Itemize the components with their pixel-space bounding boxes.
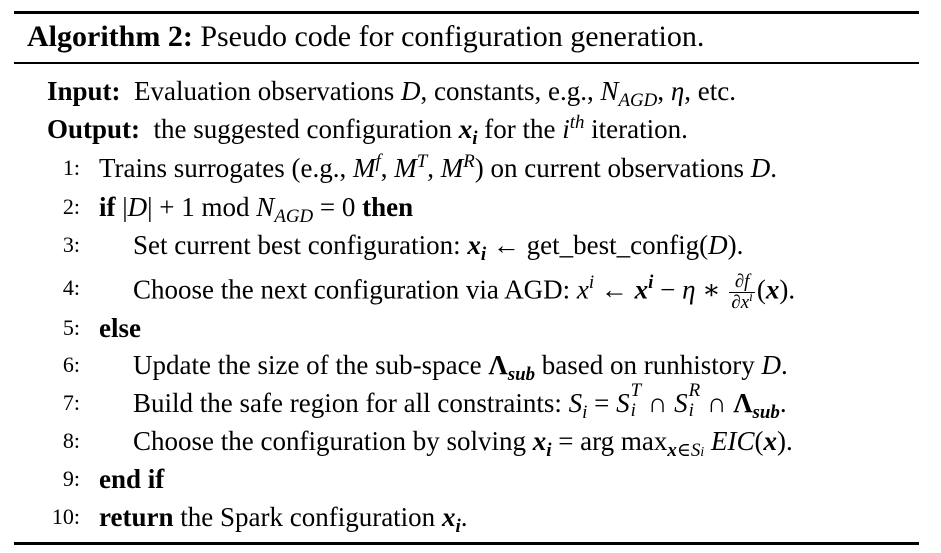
line-number: 1: — [62, 155, 80, 180]
partial-derivative-fraction: $\frac{\partial f}{\partial x^i}$ — [731, 271, 753, 313]
keyword-if: if — [99, 192, 116, 222]
step-8: Choose the configuration by solving $x_i$ = arg $\max_{x\in Si} EIC(x)$. — [133, 426, 793, 461]
input-label: Input: — [47, 76, 121, 106]
keyword-else: else — [99, 313, 141, 343]
line-number: 9: — [62, 466, 80, 491]
keyword-end-if: end if — [99, 464, 165, 494]
line-number: 4: — [62, 275, 80, 300]
line-number: 6: — [62, 352, 80, 377]
step-4: Choose the next configuration via AGD: $x^i$ ← $x^i - \eta$ ∗ $\frac{\partial f}{\partial x^i}$ (x). — [133, 271, 796, 313]
algorithm-caption — [27, 19, 704, 55]
step-6: Update the size of the sub-space $\Lambda_{sub}$ based on runhistory D. — [133, 350, 788, 385]
output-label: Output: — [47, 114, 141, 144]
top-rule — [14, 11, 919, 14]
step-5 — [99, 312, 141, 344]
step-1: Trains surrogates (e.g., $M^f$, $M^T$, $M^R$) on current observations D. — [99, 150, 777, 183]
output-line — [47, 111, 688, 149]
line-number: 8: — [62, 428, 80, 453]
line-number: 2: — [62, 194, 80, 219]
bottom-rule — [14, 542, 919, 545]
step-9 — [99, 463, 164, 495]
caption-rule — [14, 62, 919, 64]
keyword-then: then — [362, 192, 414, 222]
line-number: 7: — [62, 390, 80, 415]
line-number: 10: — [51, 504, 80, 529]
algorithm-label: Algorithm 2: — [27, 20, 193, 53]
output-text: the suggested configuration $x_i$ for the $i^{th}$ iteration. — [153, 111, 688, 149]
step-10: return the Spark configuration $x_i$. — [99, 502, 468, 537]
step-3: Set current best configuration: $x_i$ ← get_best_config(D). — [133, 230, 744, 265]
line-number: 5: — [62, 315, 80, 340]
step-2: if |D| + 1 mod $N_{AGD} = 0$ then — [99, 192, 414, 227]
keyword-return: return — [99, 502, 174, 532]
input-line — [47, 75, 736, 111]
line-number: 3: — [62, 232, 80, 257]
step-7: Build the safe region for all constraints: $S_i = S$ T i ∩ S R i ∩ $\Lambda_{sub}$. — [133, 379, 787, 423]
algorithm-title: Pseudo code for configuration generation. — [200, 20, 705, 53]
input-text: Evaluation observations D, constants, e.g., $N_{AGD}$, η, etc. — [134, 76, 736, 111]
